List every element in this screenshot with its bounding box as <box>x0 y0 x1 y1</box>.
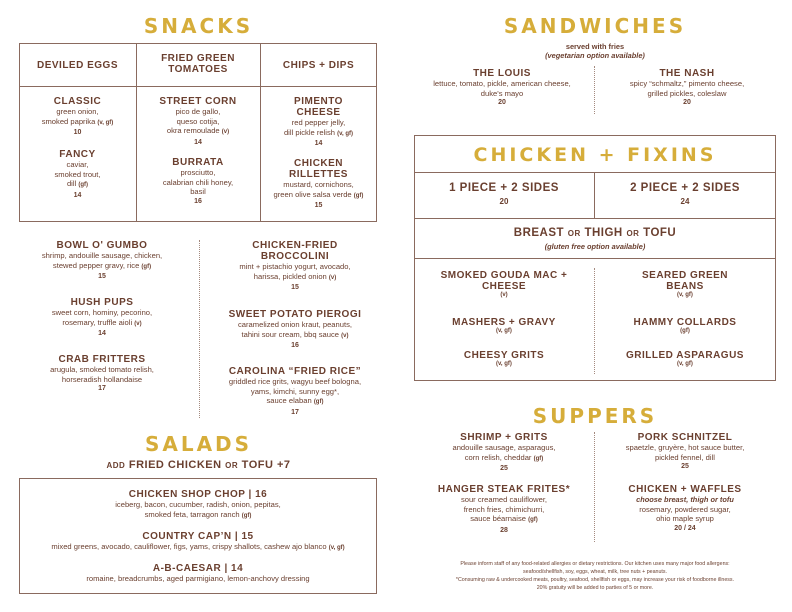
menu-item: HANGER STEAK FRITES* sour creamed cauliflower, french fries, chimichurri, sauce béarnaise (gf) 28 <box>437 484 571 534</box>
menu-item: CHICKEN + WAFFLES choose breast, thigh or tofu rosemary, powdered sugar, ohio maple syrup 20 / 24 <box>628 484 742 532</box>
menu-item: CHICKEN-FRIED BROCCOLINI mint + pistachio yogurt, avocado, harissa, pickled onion (v) 15 <box>239 240 351 291</box>
salads-title: SALADS <box>144 432 253 456</box>
menu-item: COUNTRY CAP’N | 15 mixed greens, avocado, cauliflower, figs, yams, crispy shallots, cashew ajo blanco (v, gf) <box>51 531 345 551</box>
menu-item: CHICKEN SHOP CHOP | 16 iceberg, bacon, cucumber, radish, onion, pepitas, smoked feta, tarragon ranch (gf) <box>115 489 281 519</box>
menu-item: SWEET POTATO PIEROGI caramelized onion kraut, peanuts, tahini sour cream, bbq sauce (v) 16 <box>228 309 362 349</box>
side-item: MASHERS + GRAVY (v, gf) <box>452 317 556 334</box>
side-item: SEARED GREEN BEANS (v, gf) <box>641 270 728 298</box>
col-head-fried-green-tomatoes: FRIED GREEN TOMATOES <box>161 53 235 75</box>
menu-item: A-B-CAESAR | 14 romaine, breadcrumbs, aged parmigiano, lemon-anchovy dressing <box>86 563 310 583</box>
menu-item: CRAB FRITTERS arugula, smoked tomato relish, horseradish hollandaise 17 <box>50 354 154 392</box>
chicken-title: CHICKEN + FIXINS <box>473 144 717 166</box>
chicken-option: 2 PIECE + 2 SIDES 24 <box>630 182 740 206</box>
menu-item: SHRIMP + GRITS andouille sausage, asparagus, corn relish, cheddar (gf) 25 <box>452 432 556 472</box>
side-item: GRILLED ASPARAGUS (v, gf) <box>626 350 744 367</box>
sandwiches-title: SANDWICHES <box>503 14 687 38</box>
side-item: SMOKED GOUDA MAC + CHEESE (v) <box>440 270 568 298</box>
menu-item: FANCY caviar, smoked trout, dill (gf) 14 <box>54 149 101 199</box>
side-item: CHEESY GRITS (v, gf) <box>463 350 545 367</box>
col-head-deviled-eggs: DEVILED EGGS <box>36 60 118 71</box>
menu-item: CLASSIC green onion, smoked paprika (v, gf) 10 <box>41 96 114 136</box>
snacks-title: SNACKS <box>143 14 254 38</box>
menu-item: BOWL O' GUMBO shrimp, andouille sausage, chicken, stewed pepper gravy, rice (gf) 15 <box>41 240 163 280</box>
chicken-choice: BREAST OR THIGH OR TOFU <box>513 227 677 239</box>
menu-item: STREET CORN pico de gallo, queso cotija, okra remoulade (v) 14 <box>159 96 237 146</box>
menu-item: PIMENTO CHEESE red pepper jelly, dill pickle relish (v, gf) 14 <box>283 96 354 147</box>
sandwiches-veg-note: (vegetarian option available) <box>545 51 645 60</box>
menu-item: CAROLINA “FRIED RICE” griddled rice grits, wagyu beef bologna, yams, kimchi, sunny egg*, sauce elaban (gf) 17 <box>228 366 362 416</box>
menu-item: HUSH PUPS sweet corn, hominy, pecorino, rosemary, truffle aioli (v) 14 <box>51 297 153 337</box>
allergy-footer: Please inform staff of any food-related allergies or dietary restrictions. Our kitchen uses many major food allergens: seafood/shellfish, soy, eggs, wheat, milk, tree nuts + peanuts. *Consuming raw & undercooked meats, poultry, seafood, shellfish or eggs, may increase your risk of foodborne illness. 20% gratuity will be added to parties of 5 or more. <box>455 561 735 591</box>
menu-item: PORK SCHNITZEL spaetzle, gruyère, hot sauce butter, pickled fennel, dill 25 <box>625 432 745 470</box>
menu-item: CHICKEN RILLETTES mustard, cornichons, green olive salsa verde (gf) 15 <box>273 158 364 209</box>
sandwiches-served-note: served with fries <box>565 42 625 51</box>
suppers-title: SUPPERS <box>532 404 658 428</box>
gluten-free-note: (gluten free option available) <box>544 242 646 251</box>
col-head-chips-dips: CHIPS + DIPS <box>282 60 355 71</box>
chicken-option: 1 PIECE + 2 SIDES 20 <box>449 182 559 206</box>
side-item: HAMMY COLLARDS (gf) <box>633 317 737 334</box>
menu-item: THE LOUIS lettuce, tomato, pickle, american cheese, duke's mayo 20 <box>433 68 571 106</box>
menu-item: THE NASH spicy “schmaltz,” pimento cheese, grilled pickles, coleslaw 20 <box>629 68 745 106</box>
salads-add-line: ADD FRIED CHICKEN OR TOFU +7 <box>106 459 291 471</box>
menu-item: BURRATA prosciutto, calabrian chili honey, basil 16 <box>162 157 234 205</box>
